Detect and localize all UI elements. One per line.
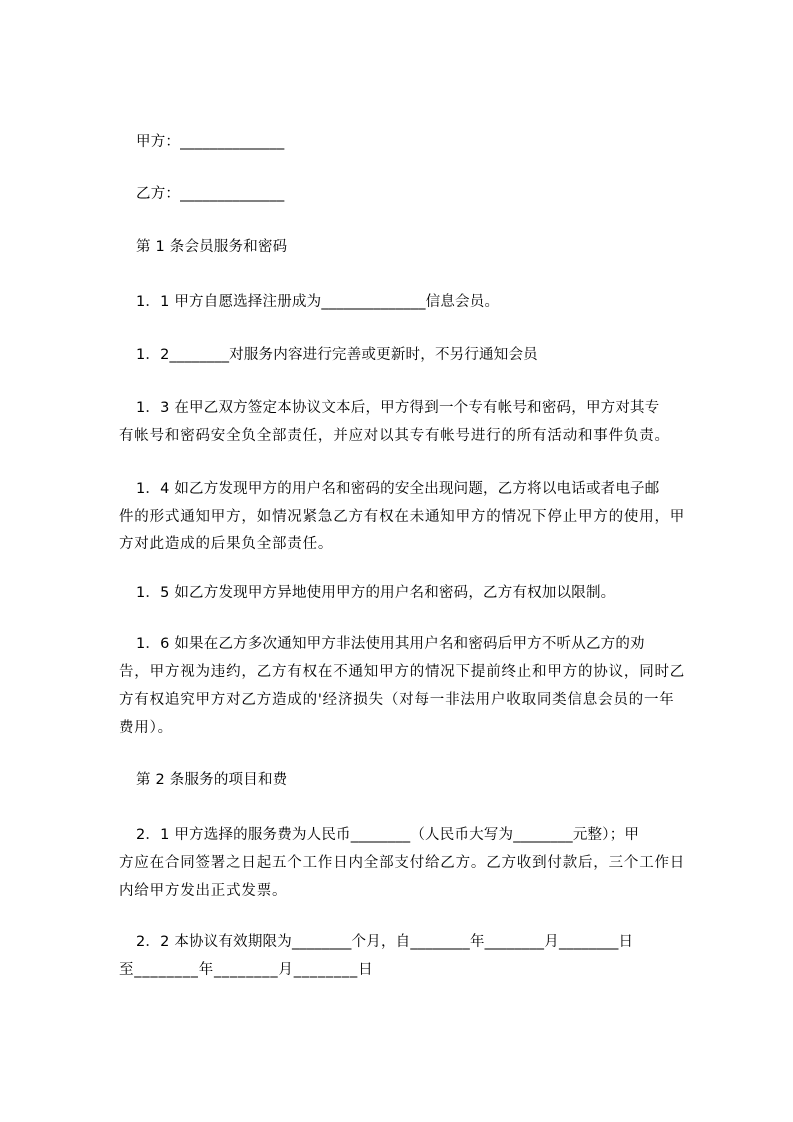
paragraph-1-6-line-3: 方有权追究甲方对乙方造成的'经济损失（对每一非法用户收取同类信息会员的一年: [119, 692, 675, 708]
paragraph-2-1-line-2: 方应在合同签署之日起五个工作日内全部支付给乙方。乙方收到付款后，三个工作日: [119, 855, 686, 871]
paragraph-1-4-line-3: 方对此造成的后果负全部责任。: [119, 536, 334, 552]
paragraph-1-3-line-2: 有帐号和密码安全负全部责任，并应对以其专有帐号进行的所有活动和事件负责。: [119, 428, 670, 444]
paragraph-2-2-line-1: 2．2 本协议有效期限为________个月，自________年________月________日: [136, 934, 634, 950]
paragraph-1-2: 1．2________对服务内容进行完善或更新时，不另行通知会员: [136, 347, 538, 363]
paragraph-1-6-line-2: 告，甲方视为违约，乙方有权在不通知甲方的情况下提前终止和甲方的协议，同时乙: [119, 664, 686, 680]
paragraph-2-2-line-2: 至________年________月________日: [119, 962, 374, 978]
paragraph-1-1: 1．1 甲方自愿选择注册成为______________信息会员。: [136, 294, 500, 310]
article-1-title: 第 1 条会员服务和密码: [136, 239, 288, 255]
paragraph-1-5: 1．5 如乙方发现甲方异地使用甲方的用户名和密码，乙方有权加以限制。: [136, 585, 616, 601]
paragraph-1-3-line-1: 1．3 在甲乙双方签定本协议文本后，甲方得到一个专有帐号和密码，甲方对其专: [136, 400, 660, 416]
paragraph-1-4-line-1: 1．4 如乙方发现甲方的用户名和密码的安全出现问题，乙方将以电话或者电子邮: [136, 481, 660, 497]
article-2-title: 第 2 条服务的项目和费: [136, 772, 288, 788]
paragraph-2-1-line-3: 内给甲方发出正式发票。: [119, 883, 288, 899]
paragraph-1-6-line-1: 1．6 如果在乙方多次通知甲方非法使用其用户名和密码后甲方不听从乙方的劝: [136, 636, 645, 652]
party-b-line: 乙方：______________: [136, 186, 285, 202]
paragraph-1-4-line-2: 件的形式通知甲方，如情况紧急乙方有权在未通知甲方的情况下停止甲方的使用，甲: [119, 509, 686, 525]
paragraph-1-6-line-4: 费用）。: [119, 720, 173, 736]
party-a-line: 甲方：______________: [136, 134, 285, 150]
paragraph-2-1-line-1: 2．1 甲方选择的服务费为人民币________（人民币大写为________元整）；甲: [136, 827, 640, 843]
